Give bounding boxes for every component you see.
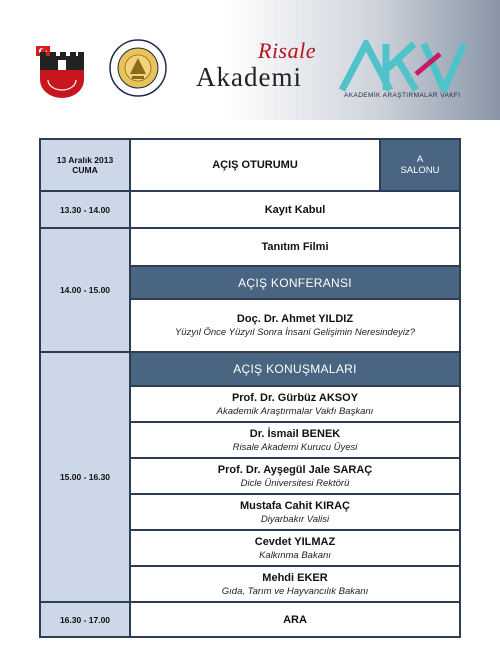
speaker-role: Gıda, Tarım ve Hayvancılık Bakanı bbox=[221, 585, 369, 597]
speaker-name: Prof. Dr. Ayşegül Jale SARAÇ bbox=[217, 463, 373, 476]
hall-cell bbox=[381, 140, 459, 192]
session-title-cell bbox=[131, 140, 381, 192]
speaker-row bbox=[131, 300, 459, 353]
speaker-row bbox=[131, 423, 459, 459]
row-title: ARA bbox=[283, 613, 307, 626]
hall-word: SALONU bbox=[400, 165, 440, 176]
akademi-logo-text: Akademi bbox=[196, 62, 302, 92]
speaker-name: Prof. Dr. Gürbüz AKSOY bbox=[231, 391, 359, 404]
schedule-row bbox=[131, 229, 459, 267]
speaker-role: Dicle Üniversitesi Rektörü bbox=[240, 477, 350, 489]
time-slot-label: 15.00 - 16.30 bbox=[41, 353, 131, 603]
talk-title: Yüzyıl Önce Yüzyıl Sonra İnsani Gelişimin Neresindeyiz? bbox=[174, 327, 416, 338]
risale-logo-text: Risale bbox=[258, 38, 316, 63]
section-header-row bbox=[131, 353, 459, 387]
speaker-name: Doç. Dr. Ahmet YILDIZ bbox=[236, 313, 354, 325]
section-title: AÇIŞ KONFERANSI bbox=[238, 275, 352, 290]
time-slot-label: 16.30 - 17.00 bbox=[41, 603, 131, 636]
speaker-name: Mehdi EKER bbox=[262, 571, 328, 584]
section-header-row bbox=[131, 267, 459, 300]
speaker-row bbox=[131, 387, 459, 423]
time-slot-label: 14.00 - 15.00 bbox=[41, 229, 131, 353]
speaker-role: Risale Akademi Kurucu Üyesi bbox=[232, 441, 358, 453]
speaker-row bbox=[131, 531, 459, 567]
time-slot-label: 13.30 - 14.00 bbox=[41, 192, 131, 229]
program-table bbox=[39, 138, 461, 638]
speaker-role: Diyarbakır Valisi bbox=[260, 513, 330, 525]
speaker-row bbox=[131, 495, 459, 531]
akv-caption: AKADEMİK ARAŞTIRMALAR VAKFI bbox=[344, 92, 461, 99]
speaker-role: Akademik Araştırmalar Vakfı Başkanı bbox=[216, 405, 374, 417]
day-text: CUMA bbox=[72, 165, 98, 175]
dicle-university-logo bbox=[108, 38, 168, 98]
header-banner bbox=[0, 0, 500, 120]
diyarbakir-city-logo bbox=[34, 40, 90, 100]
date-cell bbox=[41, 140, 131, 192]
session-title: AÇIŞ OTURUMU bbox=[212, 159, 298, 171]
akv-mark-icon bbox=[338, 40, 478, 92]
date-text: 13 Aralık 2013 bbox=[56, 155, 114, 165]
hall-letter: A bbox=[416, 154, 424, 165]
speaker-row bbox=[131, 567, 459, 603]
row-title: Tanıtım Filmi bbox=[261, 241, 329, 253]
speaker-name: Cevdet YILMAZ bbox=[254, 535, 336, 548]
speaker-name: Dr. İsmail BENEK bbox=[249, 427, 341, 440]
section-title: AÇIŞ KONUŞMALARI bbox=[233, 362, 357, 376]
speaker-row bbox=[131, 459, 459, 495]
speaker-role: Kalkınma Bakanı bbox=[259, 549, 331, 561]
row-title: Kayıt Kabul bbox=[264, 203, 326, 216]
schedule-row bbox=[131, 192, 459, 229]
akv-logo bbox=[338, 40, 478, 104]
schedule-row bbox=[131, 603, 459, 636]
speaker-name: Mustafa Cahit KIRAÇ bbox=[239, 499, 350, 512]
risale-akademi-logo bbox=[196, 38, 326, 94]
